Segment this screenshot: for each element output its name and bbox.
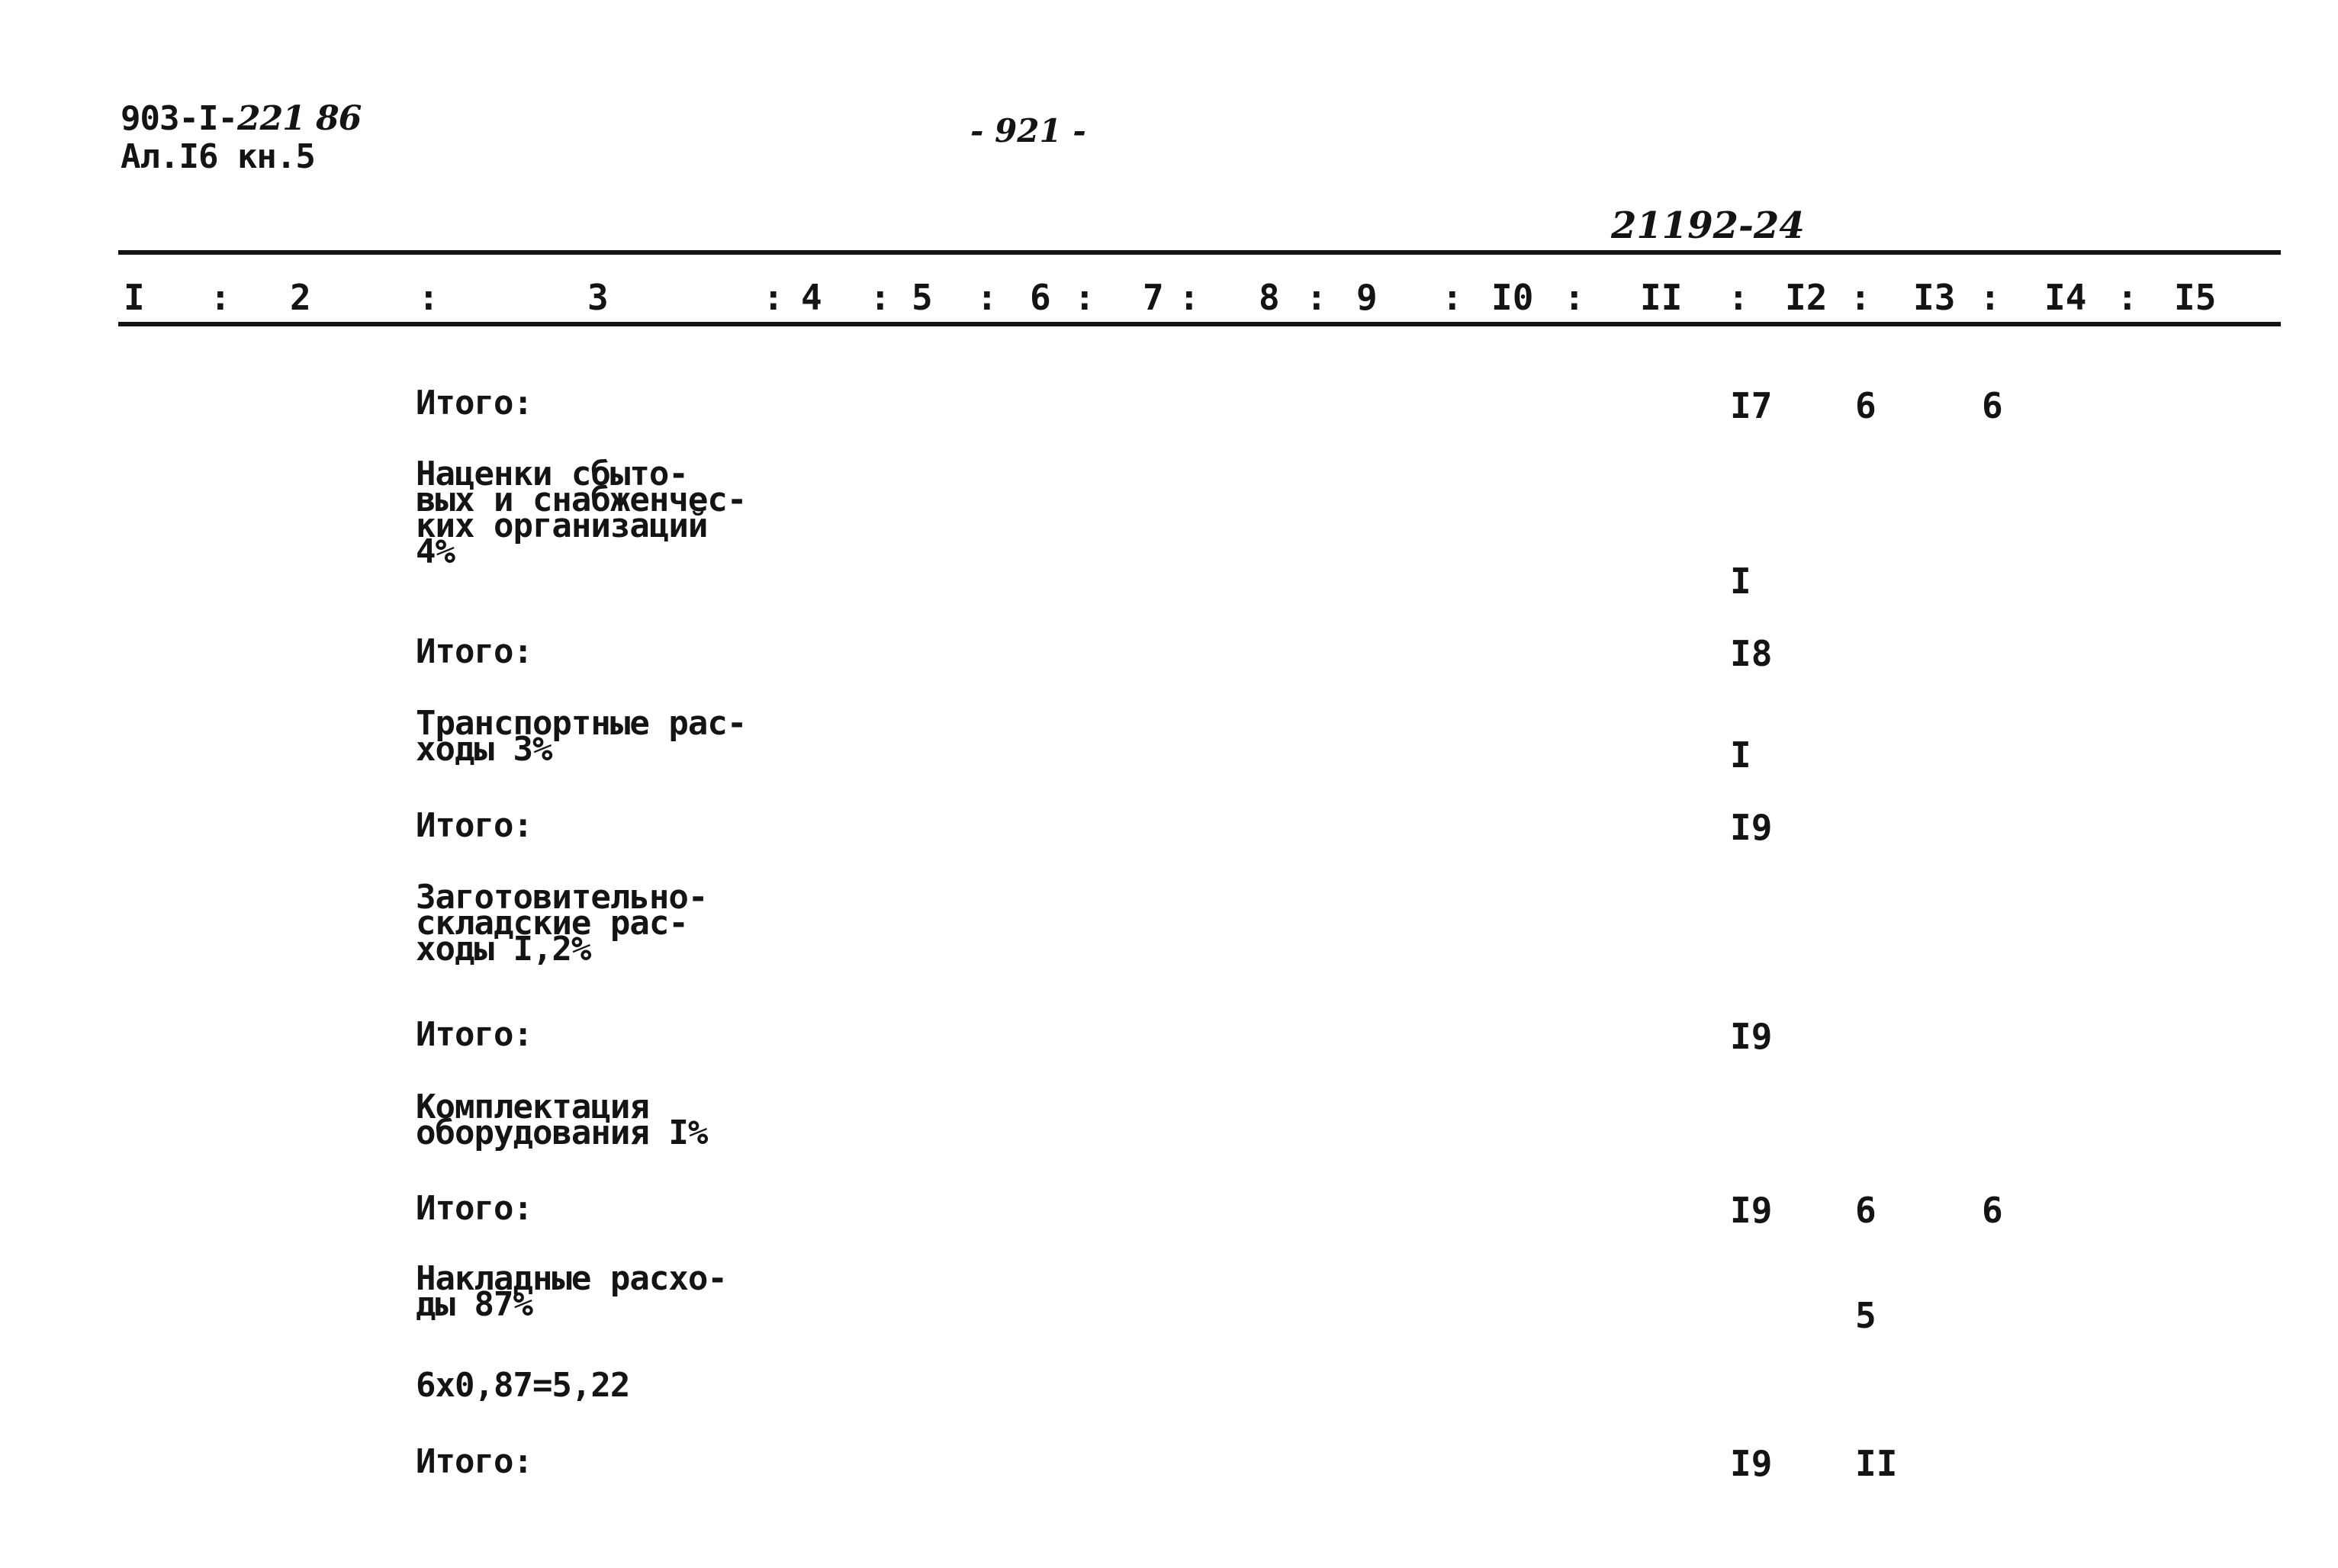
column-number: I5 xyxy=(2174,277,2217,318)
row-label: Накладные расхо- ды 87% xyxy=(416,1259,727,1324)
column-number: 3 xyxy=(587,277,609,318)
column-number: I0 xyxy=(1491,277,1534,318)
cell-col-11: I xyxy=(1730,734,1751,776)
row-label: Итого: xyxy=(416,384,532,423)
page-number: - 921 - xyxy=(970,112,1086,149)
column-number: 2 xyxy=(290,277,311,318)
row-label: Транспортные рас- ходы 3% xyxy=(416,704,747,769)
column-number: I3 xyxy=(1913,277,1956,318)
document-code-handwritten: 221 86 xyxy=(236,99,362,138)
row-label: Итого: xyxy=(416,1015,532,1054)
row-label: Итого: xyxy=(416,1189,532,1228)
column-number: 7 xyxy=(1143,277,1164,318)
cell-col-11: I9 xyxy=(1730,1190,1773,1231)
column-number: I2 xyxy=(1785,277,1828,318)
column-separator: : xyxy=(1306,277,1327,318)
column-number: 4 xyxy=(801,277,822,318)
column-separator: : xyxy=(1728,277,1749,318)
row-label: Наценки сбыто- вых и снабженчес- ких организаций 4% xyxy=(416,455,747,571)
cell-col-12: 6 xyxy=(1855,385,1877,426)
cell-col-11: I9 xyxy=(1730,1016,1773,1057)
album-line: Ал.I6 кн.5 xyxy=(121,137,315,176)
column-separator: : xyxy=(1074,277,1095,318)
cell-col-12: 6 xyxy=(1855,1190,1877,1231)
row-label: Комплектация оборудования I% xyxy=(416,1088,708,1152)
column-separator: : xyxy=(1979,277,2001,318)
column-number: II xyxy=(1640,277,1683,318)
cell-col-13: 6 xyxy=(1982,385,2003,426)
column-number-row xyxy=(0,276,2338,322)
column-number: I4 xyxy=(2044,277,2087,318)
document-code xyxy=(121,101,361,137)
column-separator: : xyxy=(1850,277,1871,318)
column-number: I xyxy=(124,277,145,318)
cell-col-11: I xyxy=(1730,561,1751,602)
row-label: Итого: xyxy=(416,806,532,845)
cell-col-11: I9 xyxy=(1730,1443,1773,1484)
column-number: 9 xyxy=(1356,277,1378,318)
table-top-rule xyxy=(118,250,2281,255)
cell-col-11: I9 xyxy=(1730,807,1773,848)
document-code-prefix: 903-I- xyxy=(121,99,237,138)
column-separator: : xyxy=(1179,277,1200,318)
column-separator: : xyxy=(763,277,784,318)
column-number: 5 xyxy=(912,277,933,318)
column-separator: : xyxy=(210,277,231,318)
row-label: Итого: xyxy=(416,632,532,671)
column-separator: : xyxy=(2117,277,2138,318)
column-separator: : xyxy=(1564,277,1585,318)
sheet-code: 21192-24 xyxy=(1611,204,1805,247)
table-header-rule xyxy=(118,322,2281,326)
cell-col-12: II xyxy=(1855,1443,1898,1484)
column-separator: : xyxy=(870,277,891,318)
cell-col-12: 5 xyxy=(1855,1295,1877,1336)
row-label: Заготовительно- складские рас- ходы I,2% xyxy=(416,878,708,969)
cell-col-13: 6 xyxy=(1982,1190,2003,1231)
column-separator: : xyxy=(418,277,439,318)
column-number: 6 xyxy=(1030,277,1051,318)
row-label: 6x0,87=5,22 xyxy=(416,1366,630,1405)
column-number: 8 xyxy=(1259,277,1280,318)
column-separator: : xyxy=(1442,277,1463,318)
cell-col-11: I8 xyxy=(1730,633,1773,674)
column-separator: : xyxy=(976,277,998,318)
row-label: Итого: xyxy=(416,1442,532,1481)
cell-col-11: I7 xyxy=(1730,385,1773,426)
